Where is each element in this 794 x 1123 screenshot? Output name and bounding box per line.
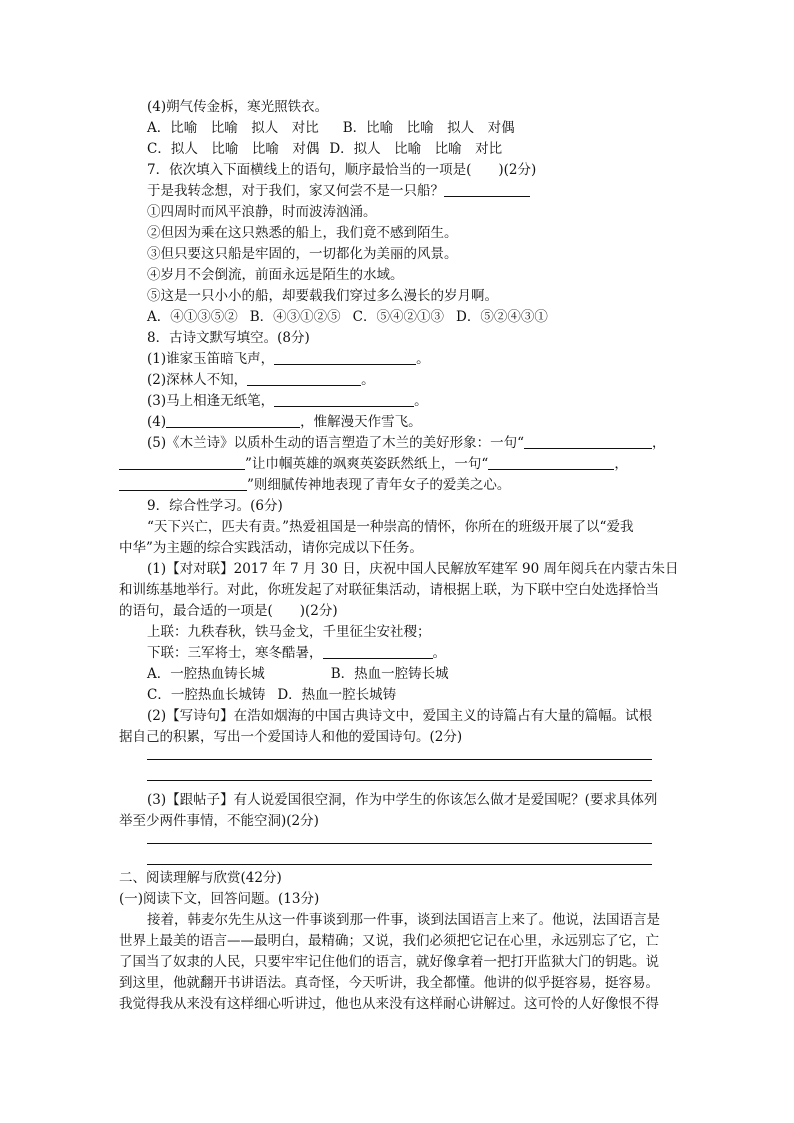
q8-line-3: [147, 391, 428, 412]
q6-option-c[interactable]: C．拟人 比喻 比喻 对偶: [147, 141, 320, 157]
q6-options-cd: [147, 139, 502, 160]
q7-sentence-5: ⑤这是一只小小的船，却要载我们穿过多么漫长的岁月啊。: [147, 288, 498, 304]
q6-option-a[interactable]: A．比喻 比喻 拟人 对比: [147, 120, 319, 136]
q7-stem: 7．依次填入下面横线上的语句，顺序最恰当的一项是( )(2分): [147, 162, 537, 178]
q6-options-ab: [147, 118, 515, 139]
q9-lower-text: 下联：三军将士，寒冬酷暑，: [147, 645, 323, 661]
q6-item4: (4)朔气传金柝，寒光照铁衣。: [147, 99, 329, 115]
q9-option-a[interactable]: A．一腔热血铸长城: [147, 666, 265, 682]
q8-line-1: [147, 349, 430, 370]
q9-part3-b: 举至少两件事情，不能空洞)(2分): [119, 813, 319, 829]
q9-part1-b: 和训练基地举行。对此，你班发起了对联征集活动，请根据上联，为下联中空白处选择恰当: [119, 582, 659, 598]
q6-option-b[interactable]: B．比喻 比喻 拟人 对偶: [342, 120, 515, 136]
q8-line-5b-comma: ，: [614, 456, 628, 472]
q9-part2-answer-line-1[interactable]: [147, 759, 652, 760]
q9-lower-couplet: [147, 643, 446, 664]
q9-part3-answer-line-1[interactable]: [147, 843, 652, 844]
q9-part2-a: (2)【写诗句】在浩如烟海的中国古典诗文中，爱国主义的诗篇占有大量的篇幅。试根: [147, 708, 653, 724]
q9-part3-a: (3)【跟帖子】有人说爱国很空洞，作为中学生的你该怎么做才是爱国呢？(要求具体列: [147, 792, 658, 808]
q8-line-2: [147, 370, 375, 391]
q8-line-4: [147, 412, 422, 433]
q7-options: [147, 307, 548, 328]
q7-sentence-2: ②但因为乘在这只熟悉的船上，我们竟不感到陌生。: [147, 225, 458, 241]
q8-line-5b: [119, 454, 628, 475]
q7-lead: [147, 181, 530, 202]
q9-option-c[interactable]: C．一腔热血长城铸: [147, 687, 266, 703]
q8-blank-5a[interactable]: [524, 434, 652, 449]
q9-part2-b: 据自己的积累，写出一个爱国诗人和他的爱国诗句。(2分): [119, 729, 463, 745]
q8-line-5b-text: ”让巾帼英雄的飒爽英姿跃然纸上，一句“: [245, 456, 489, 472]
q8-line-5c: [119, 475, 510, 496]
q9-part2-answer-line-2[interactable]: [147, 780, 652, 781]
reading-line-2: 世界上最美的语言——最明白，最精确；又说，我们必须把它记在心里，永远别忘了它，亡: [119, 933, 659, 949]
q9-options-ab: [147, 664, 449, 685]
q8-blank-5d[interactable]: [119, 476, 247, 491]
q7-answer-blank[interactable]: [444, 182, 530, 197]
q9-option-d[interactable]: D．热血一腔长城铸: [277, 687, 397, 703]
q8-line-3-text: (3)马上相逢无纸笔，: [147, 393, 275, 409]
reading-line-3: 了国当了奴隶的人民，只要牢牢记住他们的语言，就好像拿着一把打开监狱大门的钥匙。说: [119, 954, 659, 970]
q7-lead-text: 于是我转念想，对于我们，家又何尝不是一只船？: [147, 183, 444, 199]
q8-line-5a: [147, 433, 666, 454]
q9-part1-c: 的语句，最合适的一项是( )(2分): [119, 603, 338, 619]
q8-blank-3[interactable]: [274, 392, 414, 407]
q7-option-b[interactable]: B．④③①②⑤: [249, 309, 341, 325]
q9-options-cd: [147, 685, 396, 706]
q8-blank-4[interactable]: [166, 413, 300, 428]
q8-line-1-text: (1)谁家玉笛暗飞声，: [147, 351, 275, 367]
q9-upper-couplet: 上联：九秩春秋，铁马金戈，千里征尘安社稷；: [147, 624, 431, 640]
q9-lower-end: 。: [432, 645, 446, 661]
q7-option-a[interactable]: A．④①③⑤②: [147, 309, 238, 325]
q7-sentence-4: ④岁月不会倒流，前面永远是陌生的水域。: [147, 267, 404, 283]
q9-couplet-blank[interactable]: [323, 644, 433, 659]
q7-sentence-1: ①四周时而风平浪静，时而波涛汹涌。: [147, 204, 377, 220]
reading-line-5: 我觉得我从来没有这样细心听讲过，他也从来没有这样耐心讲解过。这可怜的人好像恨不得: [119, 996, 659, 1012]
q7-option-d[interactable]: D．⑤②④③①: [456, 309, 548, 325]
q8-line-2-text: (2)深林人不知，: [147, 372, 248, 388]
q8-line-1-end: 。: [416, 351, 430, 367]
q8-line-3-end: 。: [414, 393, 428, 409]
q9-intro-1: “天下兴亡，匹夫有责。”热爱祖国是一种崇高的情怀，你所在的班级开展了以“爱我: [147, 519, 634, 535]
q8-blank-5c[interactable]: [488, 455, 614, 470]
reading-line-4: 到这里，他就翻开书讲语法。真奇怪，今天听讲，我全都懂。他讲的似乎挺容易，挺容易。: [119, 975, 659, 991]
part2-heading: 二、阅读理解与欣赏(42分): [119, 870, 282, 886]
q8-stem: 8．古诗文默写填空。(8分): [147, 330, 310, 346]
q8-blank-5b[interactable]: [119, 455, 245, 470]
q8-line-2-end: 。: [361, 372, 375, 388]
q9-intro-2: 中华”为主题的综合实践活动，请你完成以下任务。: [119, 540, 423, 556]
q8-line-5-comma: ，: [652, 435, 666, 451]
q8-blank-2[interactable]: [247, 371, 361, 386]
reading-line-1: 接着，韩麦尔先生从这一件事谈到那一件事，谈到法国语言上来了。他说，法国语言是: [147, 912, 660, 928]
q8-line-4-text: ，惟解漫天作雪飞。: [300, 414, 422, 430]
q7-option-c[interactable]: C．⑤④②①③: [352, 309, 445, 325]
q7-sentence-3: ③但只要这只船是牢固的，一切都化为美丽的风景。: [147, 246, 458, 262]
q8-line-4-num: (4): [147, 414, 167, 430]
q9-stem: 9．综合性学习。(6分): [147, 498, 283, 514]
q9-option-b[interactable]: B．热血一腔铸长城: [330, 666, 449, 682]
q8-blank-1[interactable]: [274, 350, 416, 365]
q8-line-5-text: (5)《木兰诗》以质朴生动的语言塑造了木兰的美好形象：一句“: [147, 435, 525, 451]
q9-part1-a: (1)【对对联】2017 年 7 月 30 日，庆祝中国人民解放军建军 90 周年阅兵在内蒙古朱日: [147, 561, 679, 577]
q8-line-5c-text: ”则细腻传神地表现了青年女子的爱美之心。: [247, 477, 511, 493]
q6-option-d[interactable]: D．拟人 比喻 比喻 对比: [329, 141, 503, 157]
part2-subheading: (一)阅读下文，回答问题。(13分): [119, 891, 320, 907]
q9-part3-answer-line-2[interactable]: [147, 864, 652, 865]
